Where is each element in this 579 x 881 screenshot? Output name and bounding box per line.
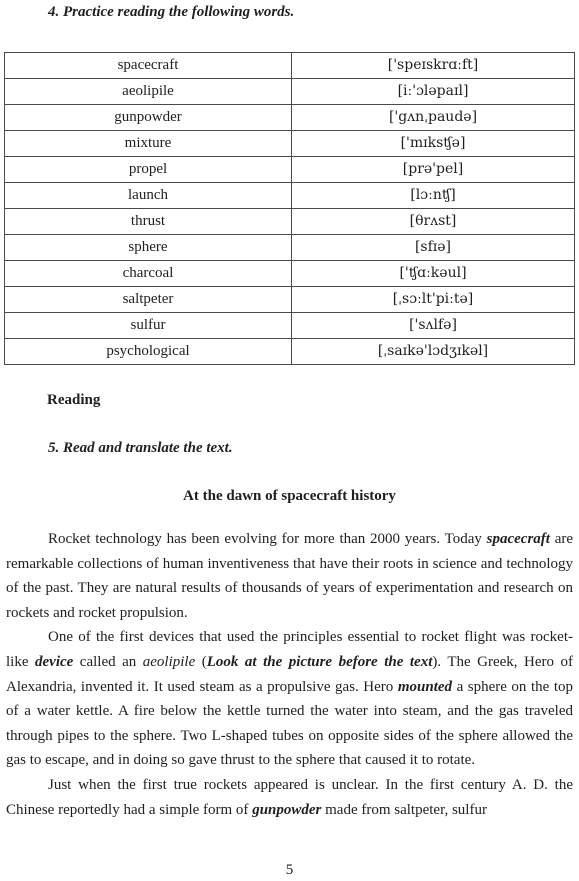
task-5-heading: 5. Read and translate the text. bbox=[48, 440, 233, 456]
text-span: are remarkable collections of human inventiveness that have their roots in science and technology of the past. They are natural results of thousands of years of experimentation and research on rockets and rocket propulsion. bbox=[6, 531, 574, 621]
vocabulary-word: sulfur bbox=[5, 313, 292, 339]
paragraph-2 bbox=[6, 625, 573, 773]
vocabulary-transcription: [iː'ɔləpaɪl] bbox=[292, 79, 575, 105]
vocabulary-row bbox=[5, 53, 575, 79]
vocabulary-transcription: ['speɪskrɑːft] bbox=[292, 53, 575, 79]
vocabulary-row bbox=[5, 261, 575, 287]
text-span: called an bbox=[73, 653, 143, 670]
vocabulary-word: gunpowder bbox=[5, 105, 292, 131]
vocabulary-row bbox=[5, 313, 575, 339]
vocabulary-row bbox=[5, 235, 575, 261]
task-4-heading: 4. Practice reading the following words. bbox=[48, 4, 295, 20]
vocabulary-transcription: [θrʌst] bbox=[292, 209, 575, 235]
vocabulary-row bbox=[5, 287, 575, 313]
text-span: ). The Greek, Hero of Alexandria, invented it. It used steam as a propulsive gas. Hero bbox=[6, 653, 574, 695]
text-span: a sphere on the top of a water kettle. A fire below the kettle turned the water into steam, and the gas traveled through pipes to the sphere. Two L-shaped tubes on opposite sides of the sphere allowed the gas to escape, and in doing so gave thrust to the sphere that caused it to rotate. bbox=[6, 678, 573, 769]
vocabulary-word: spacecraft bbox=[5, 53, 292, 79]
vocabulary-row bbox=[5, 79, 575, 105]
vocabulary-transcription: [ˌsɔːlt'piːtə] bbox=[292, 287, 575, 313]
vocabulary-row bbox=[5, 105, 575, 131]
vocabulary-row bbox=[5, 339, 575, 365]
vocabulary-word: charcoal bbox=[5, 261, 292, 287]
vocabulary-word: psychological bbox=[5, 339, 292, 365]
vocabulary-word: saltpeter bbox=[5, 287, 292, 313]
reading-section-heading: Reading bbox=[47, 392, 101, 408]
vocabulary-word: sphere bbox=[5, 235, 292, 261]
vocabulary-row bbox=[5, 209, 575, 235]
text-span: One of the first devices that used the principles essential to rocket flight was rocket-like bbox=[6, 629, 573, 670]
vocabulary-transcription: ['gʌnˌpaudə] bbox=[292, 105, 575, 131]
article-body bbox=[6, 527, 573, 822]
vocabulary-word: thrust bbox=[5, 209, 292, 235]
vocabulary-word: propel bbox=[5, 157, 292, 183]
vocabulary-row bbox=[5, 131, 575, 157]
text-span: Rocket technology has been evolving for more than 2000 years. Today bbox=[48, 531, 487, 547]
term-device: device bbox=[35, 653, 74, 670]
vocabulary-row bbox=[5, 183, 575, 209]
term-spacecraft: spacecraft bbox=[486, 531, 550, 547]
term-mounted: mounted bbox=[397, 678, 453, 695]
vocabulary-transcription: ['ʧɑːkəul] bbox=[292, 261, 575, 287]
vocabulary-word: aeolipile bbox=[5, 79, 292, 105]
vocabulary-transcription: [prə'pel] bbox=[292, 157, 575, 183]
vocabulary-transcription: ['sʌlfə] bbox=[292, 313, 575, 339]
text-span: made from saltpeter, sulfur bbox=[321, 801, 487, 818]
term-gunpowder: gunpowder bbox=[252, 801, 322, 818]
vocabulary-transcription: [lɔːnʧ] bbox=[292, 183, 575, 209]
vocabulary-transcription: [ˌsaɪkə'lɔdʒɪkəl] bbox=[292, 339, 575, 365]
vocabulary-row bbox=[5, 157, 575, 183]
text-span: Just when the first true rockets appeared is unclear. In the first century A. D. the Chinese reportedly had a simple form of bbox=[6, 776, 573, 818]
vocabulary-word: launch bbox=[5, 183, 292, 209]
article-title: At the dawn of spacecraft history bbox=[183, 488, 396, 504]
paragraph-1 bbox=[6, 527, 573, 625]
paragraph-3 bbox=[6, 773, 573, 822]
text-span: ( bbox=[195, 653, 207, 670]
vocabulary-table bbox=[4, 52, 575, 365]
page-number: 5 bbox=[285, 862, 294, 878]
vocabulary-transcription: ['mɪksʧə] bbox=[292, 131, 575, 157]
vocabulary-word: mixture bbox=[5, 131, 292, 157]
picture-reference: Look at the picture before the text bbox=[206, 653, 433, 670]
vocabulary-transcription: [sfɪə] bbox=[292, 235, 575, 261]
term-aeolipile: aeolipile bbox=[142, 653, 196, 670]
